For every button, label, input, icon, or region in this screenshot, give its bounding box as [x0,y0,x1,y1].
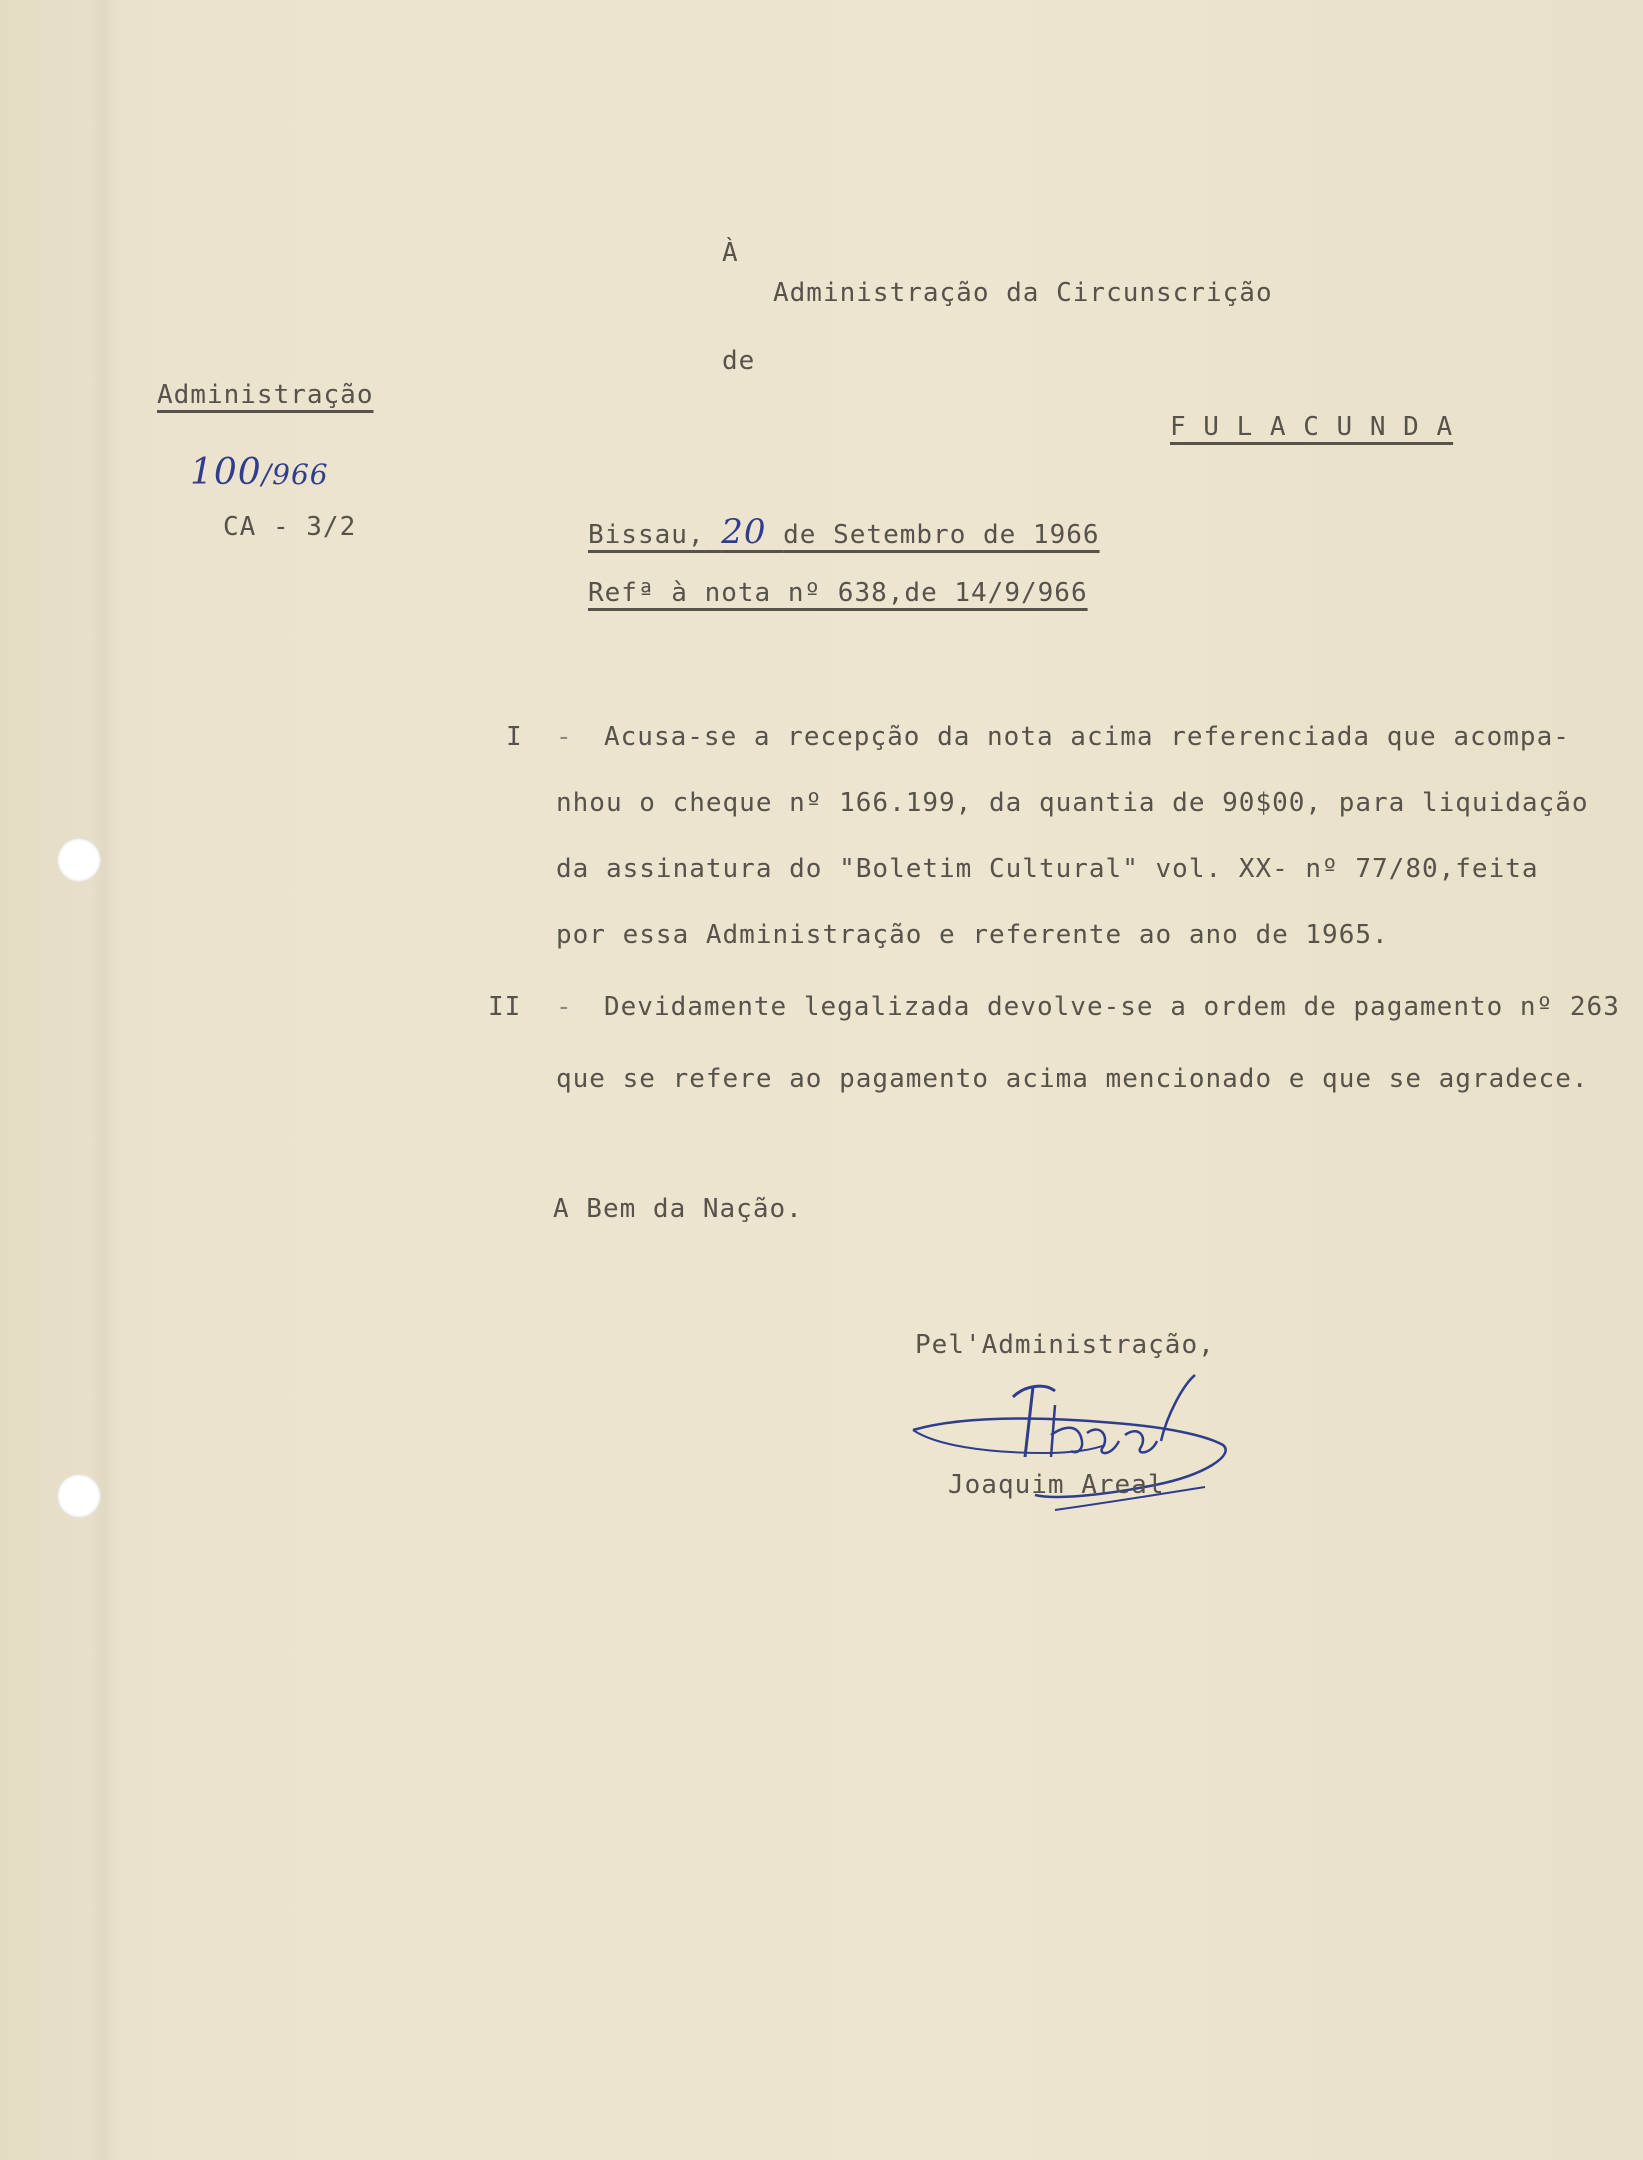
paragraph-1-line-4: por essa Administração e referente ao ano de 1965. [556,920,1389,950]
paragraph-2-dash: - [556,992,573,1022]
date-rest: de Setembro de 1966 [783,520,1100,550]
reference-note: Refª à nota nº 638,de 14/9/966 [588,578,1088,608]
handwritten-ref-number: 100 [190,452,262,493]
signatory-name: Joaquim Areal [948,1470,1165,1500]
page-fold-shadow [90,0,116,2160]
paragraph-1-line-2: nhou o cheque nº 166.199, da quantia de 90$00, para liquidação [556,788,1589,818]
paragraph-1-line-3: da assinatura do "Boletim Cultural" vol. XX- nº 77/80,feita [556,854,1539,884]
punch-hole-top [57,838,101,882]
addressee-place: F U L A C U N D A [1170,412,1454,442]
paragraph-1-line-1: Acusa-se a recepção da nota acima referenciada que acompa- [604,722,1570,752]
sender-label: Administração [157,380,374,410]
closing-salutation: A Bem da Nação. [553,1194,803,1224]
date-place: Bissau, [588,520,705,550]
signature-on-behalf: Pel'Administração, [915,1330,1215,1360]
addressee-line-1: Administração da Circunscrição [773,278,1273,308]
paragraph-2-line-1: Devidamente legalizada devolve-se a ordem de pagamento nº 263 [604,992,1620,1022]
punch-hole-bottom [57,1474,101,1518]
file-code: CA - 3/2 [223,512,357,542]
handwritten-ref-year: /966 [261,458,329,491]
dateline [588,512,1100,552]
paragraph-1-numeral: I [506,722,523,752]
handwritten-day: 20 [721,512,767,552]
addressee-prefix: À [722,238,739,268]
paragraph-2-numeral: II [488,992,522,1022]
sender-reference [190,452,329,493]
paragraph-1-dash: - [556,722,573,752]
paragraph-2-line-2: que se refere ao pagamento acima mencionado e que se agradece. [556,1064,1589,1094]
addressee-line-2: de [722,346,756,376]
